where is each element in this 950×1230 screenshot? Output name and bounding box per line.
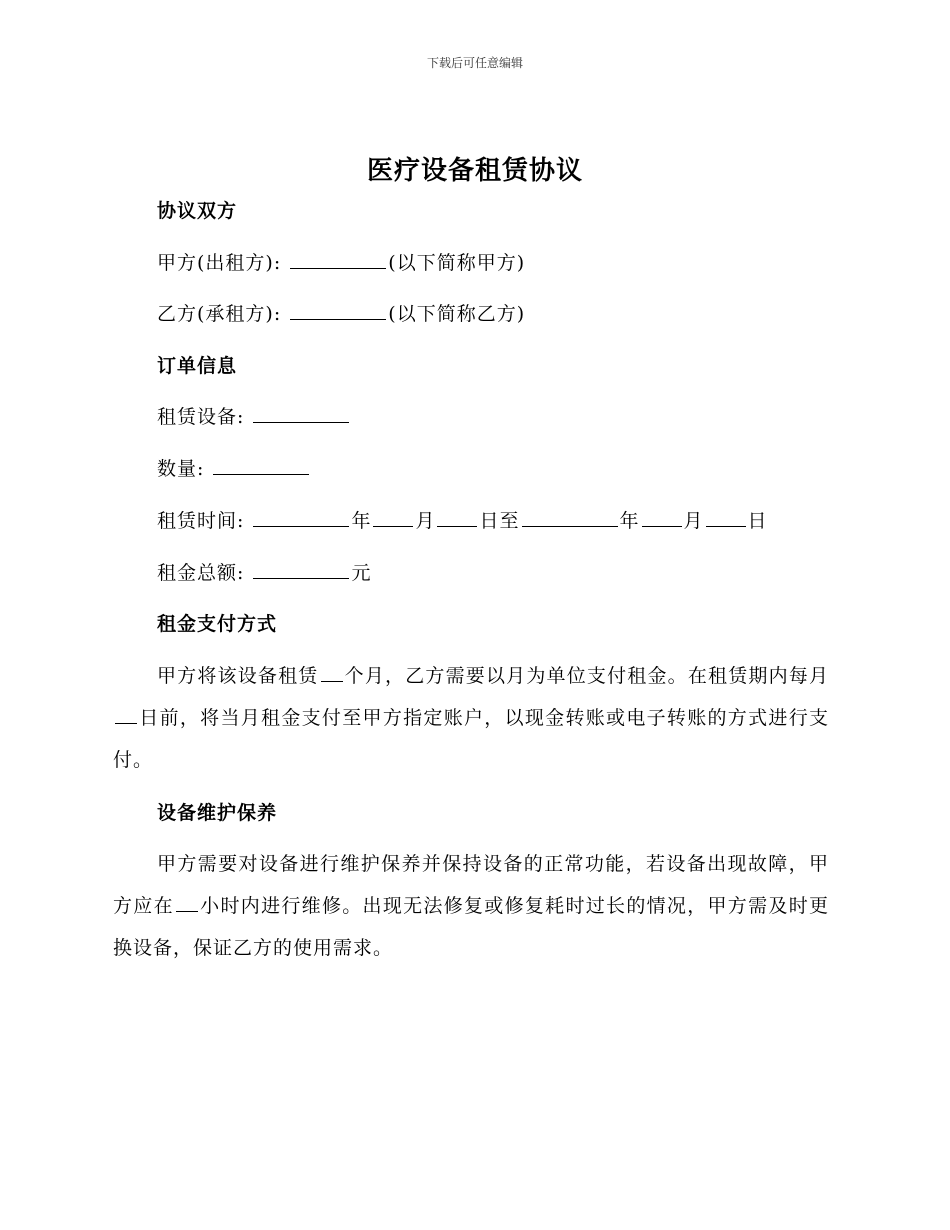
start-year-blank[interactable]: [253, 508, 349, 527]
lease-months-blank[interactable]: [321, 663, 343, 682]
repair-hours-blank[interactable]: [176, 893, 198, 912]
header-note: 下载后可任意编辑: [426, 56, 523, 70]
quantity-line: [157, 456, 311, 482]
total-blank[interactable]: [253, 560, 349, 579]
payment-paragraph: [113, 655, 829, 781]
section-heading-maintenance: 设备维护保养: [157, 802, 278, 824]
party-a-suffix: (以下简称甲方): [388, 252, 526, 274]
maintenance-paragraph: [113, 843, 829, 969]
start-month-unit: 月: [415, 510, 436, 532]
payment-text-2: 个月，乙方需要以月为单位支付租金。在租赁期内每月: [344, 665, 829, 687]
party-a-label: 甲方(出租方):: [157, 252, 282, 274]
start-year-unit: 年: [351, 510, 372, 532]
maintenance-text-1: 甲方需要对设备进行维护保养并保持设备的正常功能，若设备出现故障，甲方应在: [113, 853, 829, 917]
party-a-blank[interactable]: [290, 250, 386, 269]
start-day-to: 日至: [479, 510, 520, 532]
total-unit: 元: [351, 562, 372, 584]
equipment-label: 租赁设备:: [157, 406, 245, 428]
payment-day-blank[interactable]: [115, 705, 137, 724]
party-b-suffix: (以下简称乙方): [388, 303, 526, 325]
payment-text-3: 日前，将当月租金支付至甲方指定账户，以现金转账或电子转账的方式进行支付。: [113, 707, 829, 771]
period-label: 租赁时间:: [157, 510, 245, 532]
end-month-unit: 月: [683, 510, 704, 532]
equipment-blank[interactable]: [253, 404, 349, 423]
quantity-blank[interactable]: [213, 456, 309, 475]
end-year-blank[interactable]: [522, 508, 618, 527]
quantity-label: 数量:: [157, 458, 205, 480]
total-line: [157, 560, 371, 586]
start-month-blank[interactable]: [373, 508, 413, 527]
section-heading-order: 订单信息: [157, 355, 238, 377]
end-year-unit: 年: [619, 510, 640, 532]
section-heading-parties: 协议双方: [157, 200, 238, 222]
end-day-blank[interactable]: [706, 508, 746, 527]
total-label: 租金总额:: [157, 562, 245, 584]
document-title: 医疗设备租赁协议: [366, 156, 583, 186]
party-b-label: 乙方(承租方):: [157, 303, 282, 325]
party-b-blank[interactable]: [290, 301, 386, 320]
party-a-line: [157, 250, 525, 276]
maintenance-text-2: 小时内进行维修。出现无法修复或修复耗时过长的情况，甲方需及时更换设备，保证乙方的使用需求。: [113, 895, 829, 959]
party-b-line: [157, 301, 525, 327]
end-day-unit: 日: [747, 510, 768, 532]
section-heading-payment: 租金支付方式: [157, 613, 278, 635]
equipment-line: [157, 404, 351, 430]
period-line: [157, 508, 768, 534]
payment-text-1: 甲方将该设备租赁: [157, 665, 319, 687]
start-day-blank[interactable]: [437, 508, 477, 527]
end-month-blank[interactable]: [642, 508, 682, 527]
